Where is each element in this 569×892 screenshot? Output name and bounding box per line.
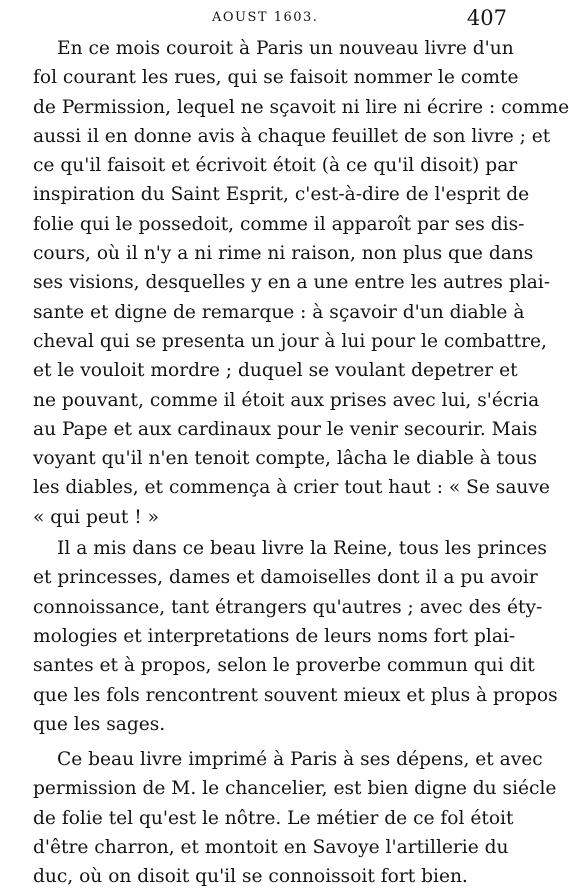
text-line: les diables, et commença à crier tout haut : « Se sauve (33, 477, 550, 499)
text-line: santes et à propos, selon le proverbe commun qui dit (33, 655, 535, 677)
page-number: 407 (466, 6, 507, 30)
text-line: de folie tel qu'est le nôtre. Le métier de ce fol étoit (33, 807, 514, 829)
text-line: sante et digne de remarque : à sçavoir d'un diable à (33, 301, 525, 323)
text-line: que les fols rencontrent souvent mieux et plus à propos (33, 684, 558, 706)
text-line: d'être charron, et montoit en Savoye l'artillerie du (33, 837, 509, 859)
paragraph-1 (33, 34, 569, 532)
text-line: mologies et interpretations de leurs noms fort plai- (33, 625, 516, 647)
text-line: cheval qui se presenta un jour à lui pour le combattre, (33, 330, 547, 352)
text-line: aussi il en donne avis à chaque feuillet de son livre ; et (33, 125, 551, 147)
paragraph-2 (33, 534, 558, 739)
text-line: et le vouloit mordre ; duquel se voulant depetrer et (33, 360, 518, 382)
text-line: ce qu'il faisoit et écrivoit étoit (à ce qu'il disoit) par (33, 155, 518, 177)
running-head: AOUST 1603. (212, 10, 319, 25)
text-line: au Pape et aux cardinaux pour le venir secourir. Mais (33, 418, 538, 440)
text-line: permission de M. le chancelier, est bien digne du siécle (33, 778, 557, 800)
text-line: folie qui le possedoit, comme il apparoît par ses dis- (33, 213, 525, 235)
text-line: fol courant les rues, qui se faisoit nommer le comte (33, 67, 519, 89)
text-line: cours, où il n'y a ni rime ni raison, non plus que dans (33, 243, 534, 265)
text-line: « qui peut ! » (33, 506, 160, 528)
text-line: inspiration du Saint Esprit, c'est-à-dire de l'esprit de (33, 184, 530, 206)
text-line: et princesses, dames et damoiselles dont il a pu avoir (33, 567, 538, 589)
text-line: voyant qu'il n'en tenoit compte, lâcha le diable à tous (33, 448, 537, 470)
text-line: Il a mis dans ce beau livre la Reine, tous les princes (57, 538, 547, 560)
text-line: Ce beau livre imprimé à Paris à ses dépens, et avec (57, 749, 543, 771)
text-line: ne pouvant, comme il étoit aux prises avec lui, s'écria (33, 389, 540, 411)
paragraph-3 (33, 745, 557, 891)
text-line: En ce mois couroit à Paris un nouveau livre d'un (57, 38, 514, 59)
text-line: connoissance, tant étrangers qu'autres ; avec des éty- (33, 596, 543, 618)
text-line: de Permission, lequel ne sçavoit ni lire ni écrire : comme (33, 96, 569, 118)
page-header (0, 6, 535, 32)
text-line: duc, où on disoit qu'il se connoissoit fort bien. (33, 866, 468, 888)
text-line: que les sages. (33, 713, 166, 735)
text-line: ses visions, desquelles y en a une entre les autres plai- (33, 272, 551, 294)
body-text (33, 34, 569, 892)
